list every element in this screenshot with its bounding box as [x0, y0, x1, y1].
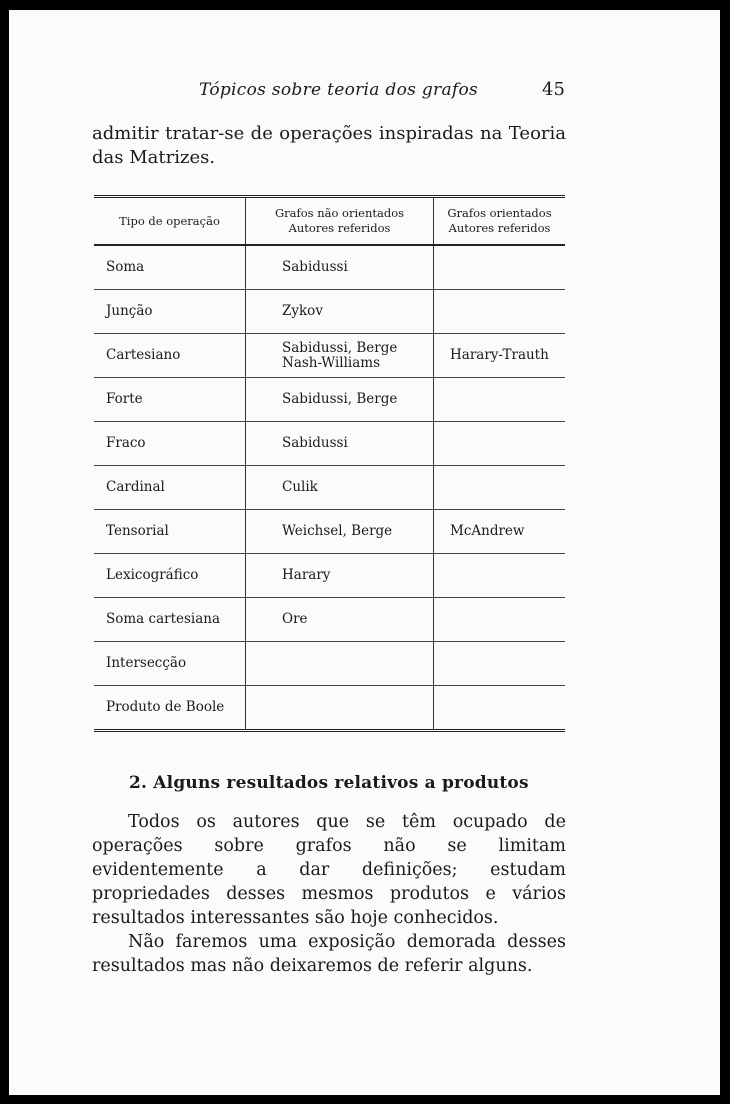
cell-operation: Forte — [94, 378, 246, 422]
table-row — [94, 334, 565, 378]
table-row — [94, 245, 565, 290]
table-row — [94, 554, 565, 598]
section-heading: 2. Alguns resultados relativos a produtos — [129, 773, 529, 793]
section-body — [92, 810, 566, 978]
cell-undirected: Zykov — [246, 290, 434, 334]
cell-operation: Cardinal — [94, 466, 246, 510]
cell-operation: Soma — [94, 245, 246, 290]
cell-undirected: Sabidussi, Berge — [246, 378, 434, 422]
header-undirected-graphs: Grafos não orientados Autores referidos — [246, 197, 434, 246]
table-row — [94, 642, 565, 686]
cell-operation: Produto de Boole — [94, 686, 246, 731]
cell-directed — [434, 598, 566, 642]
book-page — [9, 10, 720, 1095]
cell-directed — [434, 554, 566, 598]
page-number: 45 — [542, 79, 565, 100]
table-row — [94, 598, 565, 642]
cell-undirected — [246, 686, 434, 731]
cell-directed — [434, 642, 566, 686]
cell-directed — [434, 245, 566, 290]
table-row — [94, 378, 565, 422]
cell-undirected: Sabidussi, Berge Nash-Williams — [246, 334, 434, 378]
paragraph: Todos os autores que se têm ocupado de operações sobre grafos não se limitam evidentemente a dar definições; estudam propriedades desses mesmos produtos e vários resultados interessantes são hoje conhecidos. — [92, 812, 566, 928]
cell-operation: Soma cartesiana — [94, 598, 246, 642]
cell-operation: Cartesiano — [94, 334, 246, 378]
cell-directed — [434, 686, 566, 731]
paragraph: Não faremos uma exposição demorada desses resultados mas não deixaremos de referir alguns. — [92, 932, 566, 976]
cell-operation: Intersecção — [94, 642, 246, 686]
cell-undirected: Weichsel, Berge — [246, 510, 434, 554]
table-row — [94, 466, 565, 510]
cell-directed: McAndrew — [434, 510, 566, 554]
cell-undirected: Culik — [246, 466, 434, 510]
table-row — [94, 686, 565, 731]
cell-directed: Harary-Trauth — [434, 334, 566, 378]
cell-operation: Lexicográfico — [94, 554, 246, 598]
table-row — [94, 290, 565, 334]
cell-directed — [434, 422, 566, 466]
table-row — [94, 510, 565, 554]
running-header — [9, 80, 720, 110]
operations-table — [94, 195, 565, 732]
cell-operation: Fraco — [94, 422, 246, 466]
cell-operation: Junção — [94, 290, 246, 334]
cell-directed — [434, 466, 566, 510]
intro-paragraph: admitir tratar-se de operações inspiradas na Teoria das Matrizes. — [92, 123, 566, 168]
cell-undirected — [246, 642, 434, 686]
cell-undirected: Sabidussi — [246, 245, 434, 290]
cell-directed — [434, 378, 566, 422]
running-title: Tópicos sobre teoria dos grafos — [199, 80, 479, 100]
header-directed-graphs: Grafos orientados Autores referidos — [434, 197, 566, 246]
table-row — [94, 422, 565, 466]
table-header-row — [94, 197, 565, 246]
cell-operation: Tensorial — [94, 510, 246, 554]
header-operation-type: Tipo de operação — [94, 197, 246, 246]
cell-undirected: Harary — [246, 554, 434, 598]
cell-directed — [434, 290, 566, 334]
cell-undirected: Sabidussi — [246, 422, 434, 466]
cell-undirected: Ore — [246, 598, 434, 642]
